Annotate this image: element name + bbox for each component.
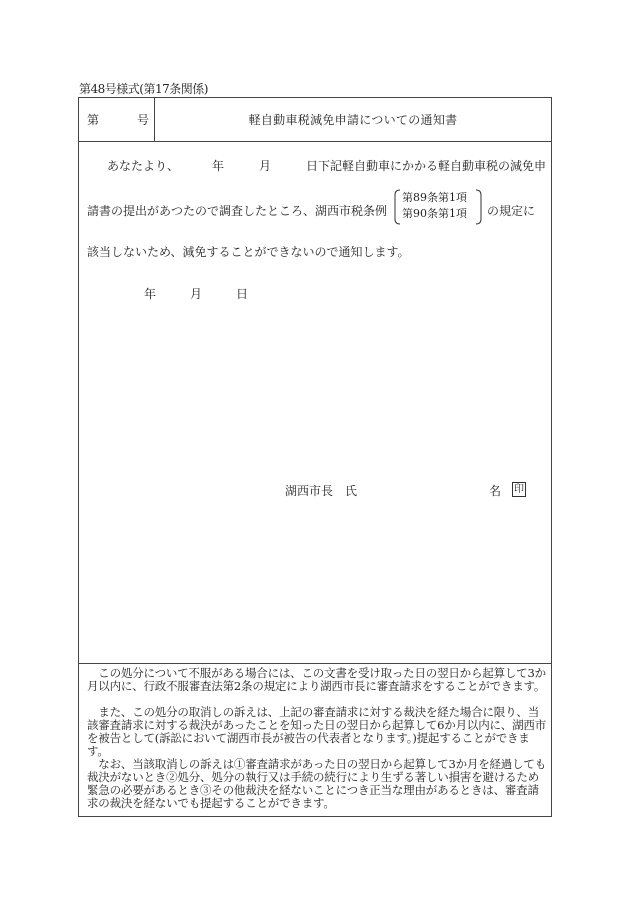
line2-end: の規定に: [487, 204, 536, 218]
line3: 該当しないため、減免することができないので通知します。: [87, 245, 410, 259]
line1-rest: 日下記軽自動車にかかる軽自動車税の減免申: [306, 159, 547, 173]
form-header: [79, 98, 551, 142]
date-year: 年: [144, 287, 157, 301]
date-day: 日: [236, 287, 249, 301]
appeal-notice: [79, 663, 551, 817]
name-label: 名: [489, 484, 502, 498]
number-prefix: 第: [87, 113, 100, 127]
mayor-title: 湖西市長 氏: [285, 484, 358, 498]
document-number-cell: [79, 98, 155, 141]
notice-paragraph-2: また、この処分の取消しの訴えは、上記の審査請求に対する裁決を経た場合に限り、当該審査請求に対する裁決があったことを知った日の翌日から起算して6か月以内に、湖西市を被告として(訴訟において湖西市長が被告の代表者となります。)提起することができます。: [87, 705, 546, 758]
date-month: 月: [190, 287, 203, 301]
article-90: 第90条第1項: [402, 207, 467, 220]
line2-start: 請書の提出があつたので調査したところ、湖西市税条例: [87, 204, 388, 218]
line1-month: 月: [259, 159, 272, 173]
article-89: 第89条第1項: [402, 191, 467, 204]
line1-start: あなたより、: [107, 159, 180, 173]
notice-paragraph-3: なお、当該取消しの訴えは①審査請求があった日の翌日から起算して3か月を経過しても裁決がないとき②処分、処分の執行又は手続の続行により生ずる著しい損害を避けるため緊急の必要があるとき③その他裁決を経ないことにつき正当な理由があるときは、審査請求の裁決を経ないでも提起することができます。: [87, 757, 546, 810]
document-title: 軽自動車税減免申請についての通知書: [248, 113, 458, 127]
notification-form: [78, 97, 552, 817]
notice-paragraph-1: この処分について不服がある場合には、この文書を受け取った日の翌日から起算して3か月以内に、行政不服審査法第2条の規定により湖西市長に審査請求をすることができます。: [87, 666, 546, 693]
ordinance-articles: [394, 189, 482, 225]
form-number: 第48号様式(第17条関係): [79, 82, 208, 96]
seal-stamp: 印: [514, 484, 524, 495]
number-suffix: 号: [137, 113, 150, 127]
line1-year: 年: [212, 159, 225, 173]
